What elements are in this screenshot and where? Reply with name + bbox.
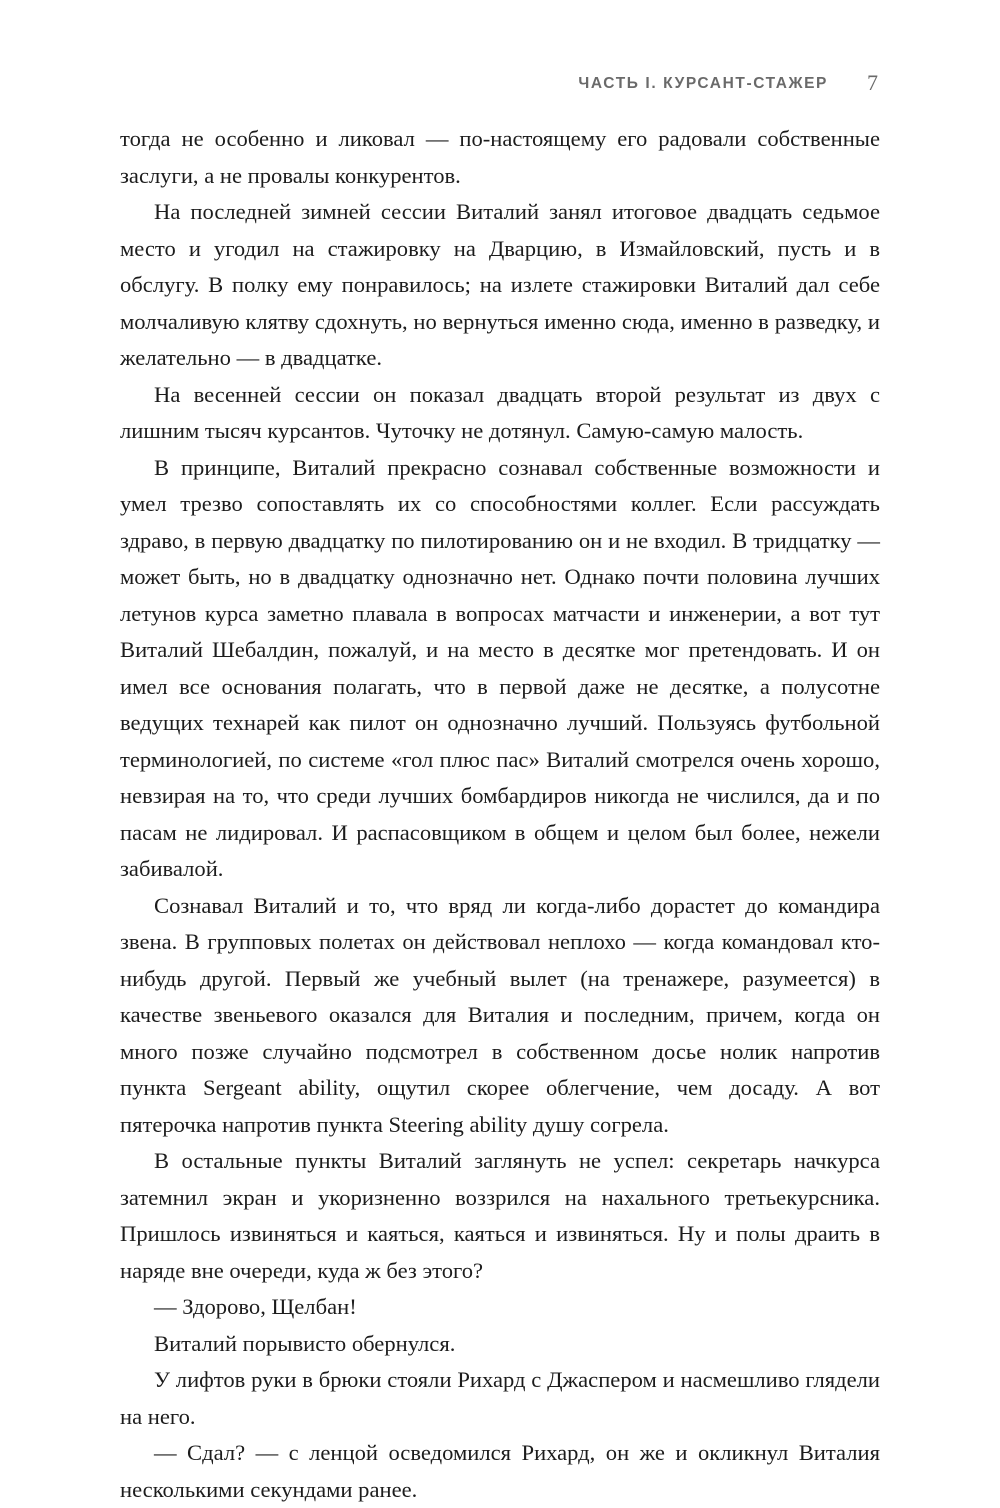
page-number: 7 bbox=[867, 70, 878, 95]
paragraph: На весенней сессии он показал двадцать второй результат из двух с лишним тысяч курсантов. Чуточку не дотянул. Самую-самую малость. bbox=[120, 381, 880, 443]
paragraph: На последней зимней сессии Виталий занял итоговое двадцать седьмое место и угодил на стажировку на Дварцию, в Измайловский, пусть и в обслугу. В полку ему понравилось; на излете стажировки Виталий дал себе молчаливую клятву сдохнуть, но вернуться именно сюда, именно в разведку, и желательно — в двадцатке. bbox=[120, 199, 880, 370]
body-text bbox=[120, 121, 880, 1508]
dialogue-line: — Сдал? — с ленцой осведомился Рихард, он же и окликнул Виталия несколькими секундами ранее. bbox=[120, 1440, 880, 1502]
running-title: ЧАСТЬ I. КУРСАНТ-СТАЖЕР bbox=[578, 75, 828, 92]
paragraph: В принципе, Виталий прекрасно сознавал собственные возможности и умел трезво сопоставлять их со способностями коллег. Если рассуждать здраво, в первую двадцатку по пилотированию он и не входил. В тридцатку — может быть, но в двадцатку однозначно нет. Однако почти половина лучших летунов курса заметно плавала в вопросах матчасти и инженерии, а вот тут Виталий Шебалдин, пожалуй, и на место в десятке мог претендовать. И он имел все основания полагать, что в первой даже не десятке, а полусотне ведущих технарей как пилот он однозначно лучший. Пользуясь футбольной терминологией, по системе «гол плюс пас» Виталий смотрелся очень хорошо, невзирая на то, что среди лучших бомбардиров никогда не числился, да и по пасам не лидировал. И распасовщиком в общем и целом был более, нежели забивалой. bbox=[120, 454, 880, 881]
dialogue-line: — Здорово, Щелбан! bbox=[154, 1294, 357, 1319]
running-header bbox=[118, 72, 878, 100]
paragraph: В остальные пункты Виталий заглянуть не успел: секретарь начкурса затемнил экран и укоризненно воззрился на нахального третьекурсника. Пришлось извиняться и каяться, каяться и извиняться. Ну и полы драить в наряде вне очереди, куда ж без этого? bbox=[120, 1148, 880, 1283]
paragraph: У лифтов руки в брюки стояли Рихард с Джаспером и насмешливо глядели на него. bbox=[120, 1367, 880, 1429]
paragraph: Виталий порывисто обернулся. bbox=[154, 1330, 456, 1356]
paragraph-continuation: тогда не особенно и ликовал — по-настоящему его радовали собственные заслуги, а не провалы конкурентов. bbox=[120, 126, 880, 188]
paragraph: Сознавал Виталий и то, что вряд ли когда-либо дорастет до командира звена. В групповых полетах он действовал неплохо — когда командовал кто-нибудь другой. Первый же учебный вылет (на тренажере, разумеется) в качестве звеньевого оказался для Виталия и последним, причем, когда он много позже случайно подсмотрел в собственном досье нолик напротив пункта Sergeant ability, ощутил скорее облегчение, чем досаду. А вот пятерочка напротив пункта Steering ability душу согрела. bbox=[120, 892, 880, 1137]
